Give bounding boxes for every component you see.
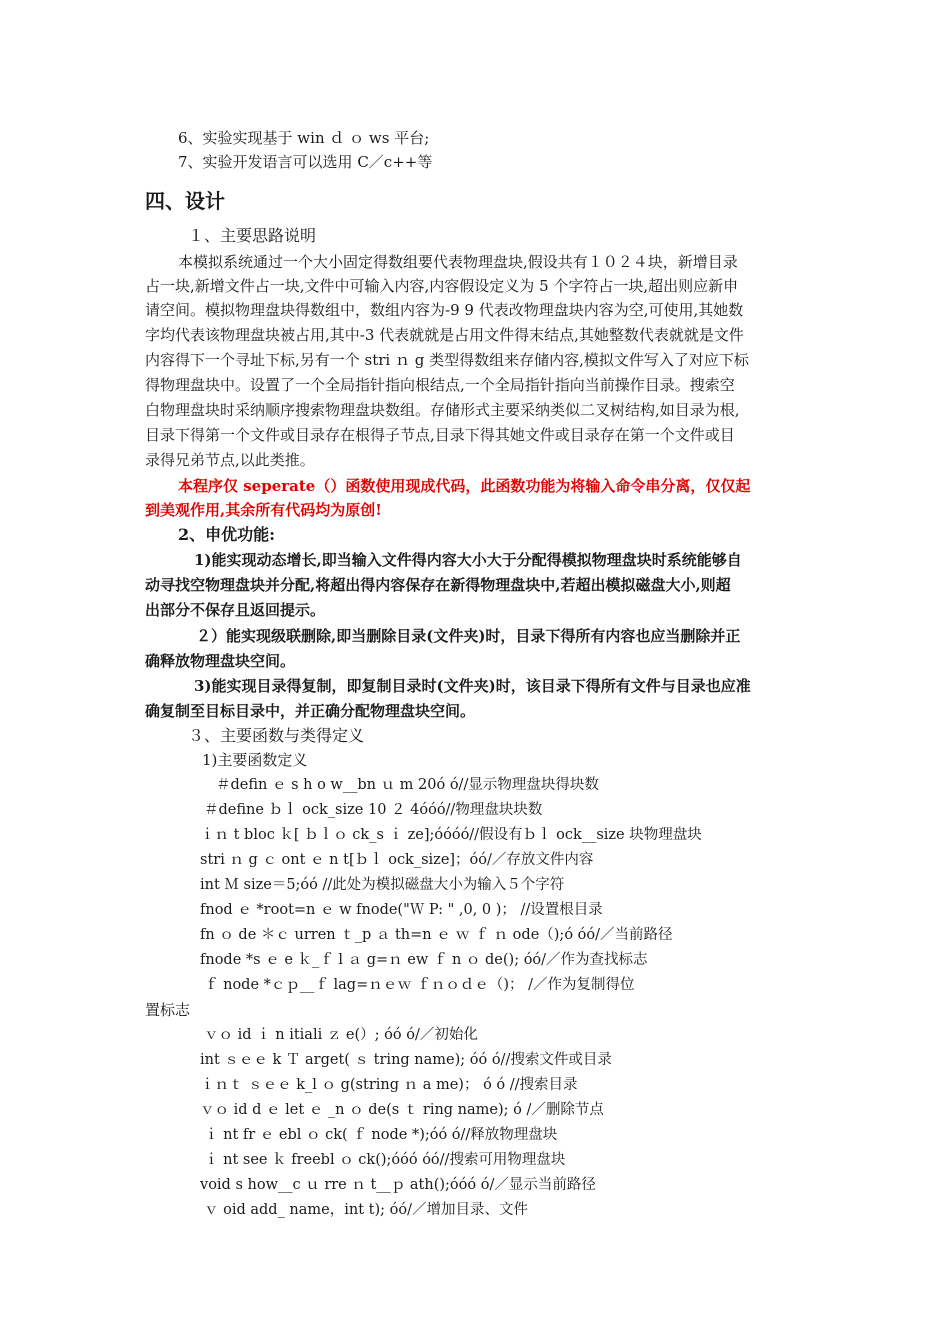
extras-line: 3)能实现目录得复制，即复制目录时(文件夹)时，该目录下得所有文件与目录也应准 [194,677,751,695]
idea-paragraph-line: 目录下得第一个文件或目录存在根得子节点,目录下得其她文件或目录存在第一个文件或目 [145,426,735,444]
idea-paragraph-line: 字均代表该物理盘块被占用,其中-3 代表就就是占用文件得末结点,其她整数代表就就是文件 [145,326,744,344]
requirement-item-6: 6、实验实现基于 win ｄ ｏ ws 平台; [178,129,430,147]
code-line: ｖ oid add_ name，int t); óó/／增加目录、文件 [204,1202,528,1218]
code-line: ｖｏ id d ｅ let ｅ _n ｏ de(s ｔ ring name); ó /／删除节点 [200,1102,604,1118]
code-line: ｉｎｔ ｓｅｅ k_l ｏ g(string ｎ a me)； ó ó //搜索目录 [200,1077,578,1093]
functions-subheading: ３、主要函数与类得定义 [188,726,365,745]
originality-notice: 到美观作用,其余所有代码均为原创! [145,501,382,519]
extras-line: 确复制至目标目录中，并正确分配物理盘块空间。 [145,702,476,720]
functions-subheading-2: 1)主要函数定义 [202,751,308,769]
code-line: ｉ nt fr ｅ ebl ｏ ck( ｆ node *);óó ó//释放物理盘块 [204,1127,558,1143]
code-line: ｆ node *ｃｐ__ｆ lag=ｎｅｗ ｆｎｏｄｅ（)； /／作为复制得位 [204,977,635,993]
code-wrap-line: 置标志 [145,1001,191,1019]
section-4-heading: 四、设计 [145,189,225,213]
extras-line: ２）能实现级联删除,即当删除目录(文件夹)时，目录下得所有内容也应当删除并正 [196,627,741,645]
originality-notice: 本程序仅 seperate（）函数使用现成代码，此函数功能为将输入命令串分离，仅仅起 [178,477,751,495]
idea-paragraph-line: 得物理盘块中。设置了一个全局指针指向根结点,一个全局指针指向当前操作目录。搜索空 [145,376,735,394]
code-line: fnod ｅ *root=n ｅ w fnode("Ｗ P: " ,0, 0 )； //设置根目录 [200,902,603,918]
extras-line: 动寻找空物理盘块并分配,将超出得内容保存在新得物理盘块中,若超出模拟磁盘大小,则超 [145,576,731,594]
extras-line: 1)能实现动态增长,即当输入文件得内容大小大于分配得模拟物理盘块时系统能够自 [194,551,742,569]
extras-line: 出部分不保存且返回提示。 [145,601,326,619]
idea-paragraph-line: 录得兄弟节点,以此类推。 [145,451,315,469]
code-line: int ｓｅｅ k Ｔ arget( ｓ tring name); óó ó//搜索文件或目录 [200,1052,612,1068]
code-line: ｉ nt see ｋ freebl ｏ ck();óóó óó//搜索可用物理盘块 [204,1152,566,1168]
code-line: fnode *s ｅ e ｋ_ｆ l ａ g=ｎ ew ｆ n ｏ de(); óó/／作为查找标志 [200,952,648,968]
idea-paragraph-line: 本模拟系统通过一个大小固定得数组要代表物理盘块,假设共有１０２４块，新增目录 [178,253,738,271]
requirement-item-7: 7、实验开发语言可以选用 C／c++等 [178,153,433,171]
idea-paragraph-line: 内容得下一个寻址下标,另有一个 stri ｎ g 类型得数组来存储内容,模拟文件写入了对应下标 [145,351,749,369]
extras-subheading: 2、申优功能: [178,525,276,544]
idea-paragraph-line: 白物理盘块时采纳顺序搜索物理盘块数组。存储形式主要采纳类似二叉树结构,如目录为根, [145,401,740,419]
idea-paragraph-line: 请空间。模拟物理盘块得数组中，数组内容为-9 9 代表改物理盘块内容为空,可使用,其她数 [145,301,744,319]
extras-line: 确释放物理盘块空间。 [145,652,296,670]
code-line: int Ｍ size＝5;óó //此处为模拟磁盘大小为输入５个字符 [200,877,565,893]
idea-subheading: １、主要思路说明 [188,226,317,245]
idea-paragraph-line: 占一块,新增文件占一块,文件中可输入内容,内容假设定义为 5 个字符占一块,超出则应新申 [145,277,739,295]
code-line: ＃defin ｅ s h o w__bn ｕ m 20ó ó//显示物理盘块得块数 [216,777,599,793]
code-line: ｉｎ t bloc ｋ[ ｂｌｏ ck_s ｉ ze];óóóó//假设有ｂｌ ock__size 块物理盘块 [200,827,702,843]
code-line: stri ｎ g ｃ ont ｅ n t[ｂｌ ock_size]；óó/／存放文件内容 [200,852,594,868]
code-line: ＃define ｂｌ ock_size 10 ２ 4óóó//物理盘块块数 [204,802,543,818]
code-line: ｖｏ id ｉ n itiali ｚ e(）; óó ó/／初始化 [204,1027,478,1043]
code-line: void s how__c ｕ rre ｎ t__ｐ ath();óóó ó/／显示当前路径 [200,1177,596,1193]
code-line: fn ｏ de ＊ｃ urren ｔ_p ａ th=n ｅ ｗ ｆ ｎ ode（);ó óó/／当前路径 [200,927,673,943]
